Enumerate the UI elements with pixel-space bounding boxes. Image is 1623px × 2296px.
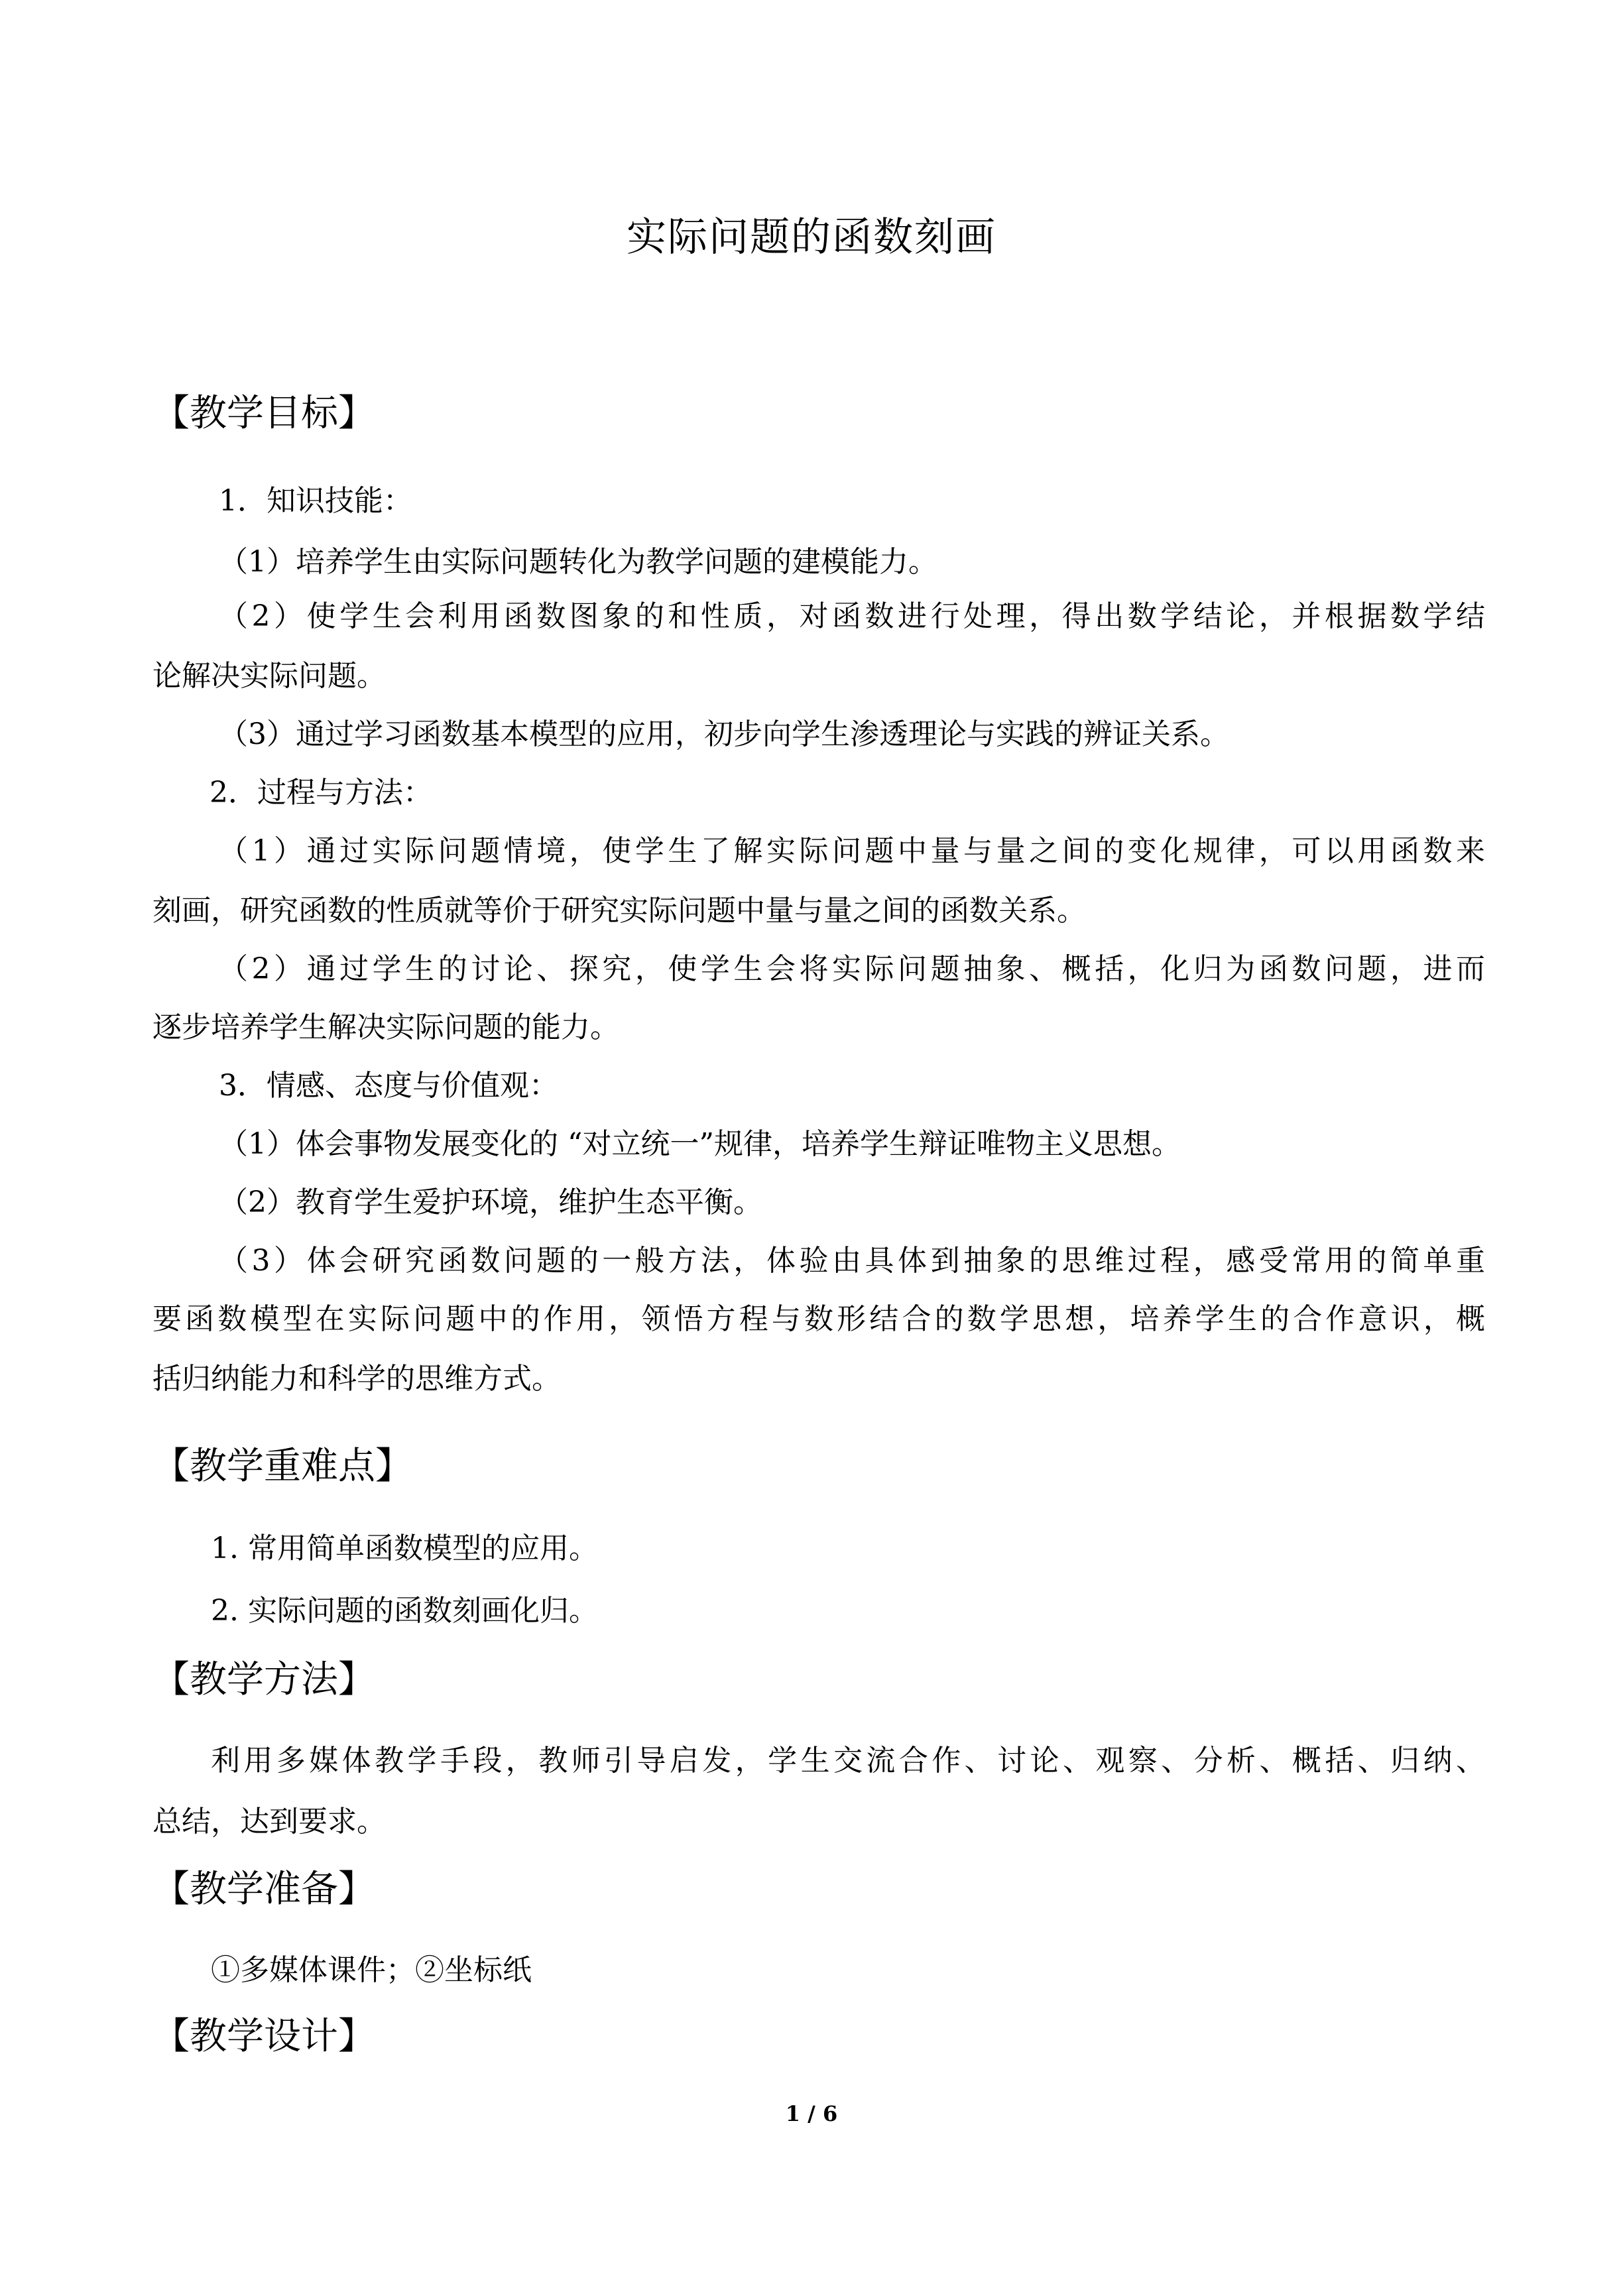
goals-item1-point1: （1）培养学生由实际问题转化为教学问题的建模能力。 — [219, 545, 937, 579]
preparation-line1: ①多媒体课件；②坐标纸 — [211, 1953, 532, 1987]
goals-item1-point2-line1: （2）使学生会利用函数图象的和性质，对函数进行处理，得出数学结论，并根据数学结 — [219, 599, 1485, 633]
method-line2: 总结，达到要求。 — [152, 1805, 386, 1839]
page-number: 1 / 6 — [785, 2101, 838, 2126]
section-heading-preparation: 【教学准备】 — [152, 1868, 375, 1911]
goals-item2-point2-line1: （2）通过学生的讨论、探究，使学生会将实际问题抽象、概括，化归为函数问题，进而 — [219, 952, 1485, 986]
goals-item3-point3-line2: 要函数模型在实际问题中的作用，领悟方程与数形结合的数学思想，培养学生的合作意识，概 — [152, 1302, 1485, 1336]
goals-item3-point2: （2）教育学生爱护环境，维护生态平衡。 — [219, 1185, 762, 1219]
goals-item2-point2-line2: 逐步培养学生解决实际问题的能力。 — [152, 1010, 619, 1044]
goals-item1-label: 1．知识技能： — [219, 484, 412, 518]
section-heading-key-points: 【教学重难点】 — [152, 1445, 412, 1488]
goals-item1-point2-line2: 论解决实际问题。 — [152, 659, 386, 693]
method-line1: 利用多媒体教学手段，教师引导启发，学生交流合作、讨论、观察、分析、概括、归纳、 — [211, 1744, 1485, 1778]
goals-item2-point1-line1: （1）通过实际问题情境，使学生了解实际问题中量与量之间的变化规律，可以用函数来 — [219, 834, 1485, 868]
page-title: 实际问题的函数刻画 — [627, 214, 996, 261]
key-points-item2: 2. 实际问题的函数刻画化归。 — [211, 1594, 598, 1628]
key-points-item1: 1. 常用简单函数模型的应用。 — [211, 1532, 598, 1565]
goals-item3-point1: （1）体会事物发展变化的 “对立统一”规律，培养学生辩证唯物主义思想。 — [219, 1127, 1181, 1161]
goals-item2-point1-line2: 刻画，研究函数的性质就等价于研究实际问题中量与量之间的函数关系。 — [152, 894, 1086, 928]
goals-item3-point3-line3: 括归纳能力和科学的思维方式。 — [152, 1362, 561, 1396]
goals-item3-label: 3．情感、态度与价值观： — [219, 1069, 558, 1103]
goals-item1-point3: （3）通过学习函数基本模型的应用，初步向学生渗透理论与实践的辨证关系。 — [219, 717, 1229, 751]
section-heading-design: 【教学设计】 — [152, 2015, 375, 2058]
section-heading-method: 【教学方法】 — [152, 1658, 375, 1701]
section-heading-goals: 【教学目标】 — [152, 392, 375, 435]
goals-item3-point3-line1: （3）体会研究函数问题的一般方法，体验由具体到抽象的思维过程，感受常用的简单重 — [219, 1244, 1485, 1278]
goals-item2-label: 2．过程与方法： — [210, 776, 432, 810]
